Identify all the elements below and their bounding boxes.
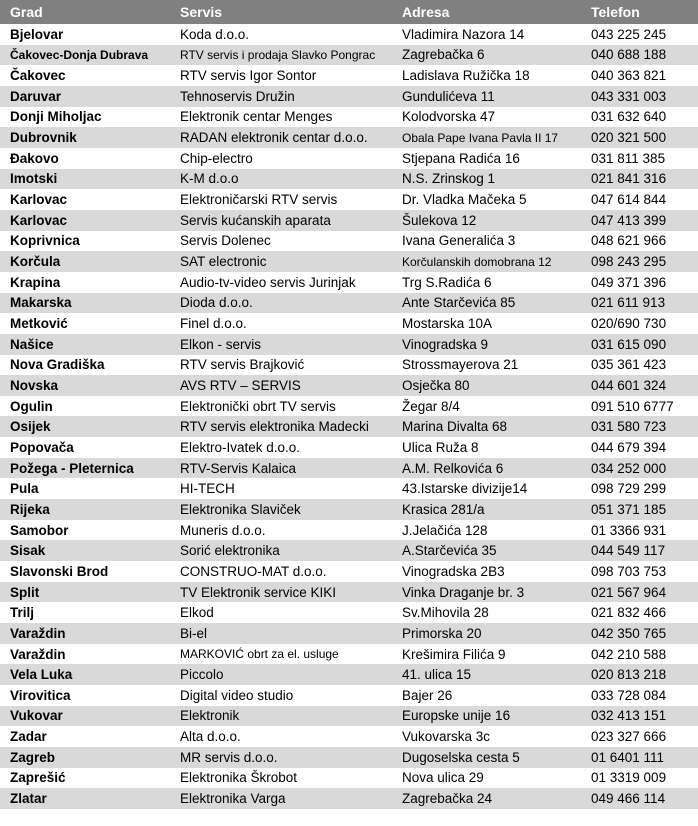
cell-adresa: Vukovarska 3c	[402, 729, 491, 745]
cell-adresa: Korčulanskih domobrana 12	[402, 254, 552, 269]
cell-servis: Chip-electro	[180, 150, 253, 166]
table-row	[0, 396, 698, 417]
cell-telefon: 020 321 500	[591, 130, 667, 146]
table-row	[0, 561, 698, 582]
cell-adresa: Krešimira Filića 9	[402, 646, 506, 662]
cell-grad: Varaždin	[10, 646, 66, 662]
cell-adresa: Zagrebačka 24	[402, 791, 493, 807]
table-row	[0, 540, 698, 561]
cell-servis: Elkod	[180, 605, 214, 621]
table-row	[0, 107, 698, 128]
cell-grad: Dubrovnik	[10, 130, 77, 146]
cell-servis: Finel d.o.o.	[180, 316, 247, 332]
cell-grad: Popovača	[10, 439, 74, 455]
cell-adresa: Vinogradska 2B3	[402, 563, 505, 579]
cell-grad: Zaprešić	[10, 770, 66, 786]
cell-telefon: 023 327 666	[591, 729, 667, 745]
cell-adresa: Europske unije 16	[402, 708, 511, 724]
cell-telefon: 098 243 295	[591, 254, 667, 270]
table-row	[0, 375, 698, 396]
cell-servis: Elektronika Škrobot	[180, 770, 298, 786]
cell-adresa: Vinka Draganje br. 3	[402, 584, 525, 600]
cell-adresa: Vladimira Nazora 14	[402, 26, 525, 42]
cell-grad: Sisak	[10, 543, 46, 559]
table-row	[0, 65, 698, 86]
cell-servis: Sorić elektronika	[180, 543, 280, 559]
table-row	[0, 86, 698, 107]
cell-servis: MARKOVIĆ obrt za el. usluge	[180, 647, 339, 662]
cell-adresa: Trg S.Radića 6	[402, 274, 492, 290]
cell-grad: Novska	[10, 377, 59, 393]
cell-servis: Elektronika Slaviček	[180, 501, 301, 517]
cell-adresa: A.M. Relkovića 6	[402, 460, 504, 476]
cell-grad: Daruvar	[10, 88, 62, 104]
cell-grad: Pula	[10, 481, 39, 497]
cell-adresa: Ulica Ruža 8	[402, 439, 479, 455]
cell-adresa: J.Jelačića 128	[402, 522, 488, 538]
table-row	[0, 24, 698, 45]
cell-servis: Muneris d.o.o.	[180, 522, 266, 538]
cell-grad: Slavonski Brod	[10, 563, 109, 579]
table-row	[0, 210, 698, 231]
cell-telefon: 021 841 316	[591, 171, 667, 187]
cell-grad: Čakovec	[10, 68, 66, 84]
cell-grad: Nova Gradiška	[10, 357, 105, 373]
cell-grad: Zadar	[10, 729, 47, 745]
cell-telefon: 044 549 117	[591, 543, 666, 559]
table-row	[0, 623, 698, 644]
cell-grad: Trilj	[10, 605, 35, 621]
table-row	[0, 148, 698, 169]
cell-servis: RTV servis elektronika Madecki	[180, 419, 369, 435]
cell-telefon: 044 679 394	[591, 439, 667, 455]
table-row	[0, 685, 698, 706]
cell-telefon: 031 580 723	[591, 419, 667, 435]
cell-adresa: Ivana Generalića 3	[402, 233, 516, 249]
cell-servis: Elektro-Ivatek d.o.o.	[180, 439, 301, 455]
table-row	[0, 355, 698, 376]
cell-telefon: 021 611 913	[591, 295, 666, 311]
cell-grad: Đakovo	[10, 150, 59, 166]
cell-servis: Elektroničarski RTV servis	[180, 192, 338, 208]
cell-telefon: 021 832 466	[591, 605, 667, 621]
cell-telefon: 044 601 324	[591, 377, 667, 393]
cell-grad: Makarska	[10, 295, 72, 311]
header-adresa: Adresa	[402, 4, 450, 20]
cell-grad: Vela Luka	[10, 667, 73, 683]
cell-adresa: Sv.Mihovila 28	[402, 605, 489, 621]
table-row	[0, 458, 698, 479]
cell-telefon: 047 614 844	[591, 192, 667, 208]
cell-grad: Bjelovar	[10, 26, 64, 42]
table-row	[0, 520, 698, 541]
cell-servis: MR servis d.o.o.	[180, 749, 278, 765]
cell-adresa: Žegar 8/4	[402, 398, 460, 414]
cell-telefon: 021 567 964	[591, 584, 667, 600]
cell-telefon: 031 811 385	[591, 150, 666, 166]
cell-servis: HI-TECH	[180, 481, 235, 497]
cell-telefon: 020 813 218	[591, 667, 667, 683]
table-row	[0, 706, 698, 727]
cell-grad: Našice	[10, 336, 54, 352]
cell-telefon: 033 728 084	[591, 687, 667, 703]
cell-servis: SAT electronic	[180, 254, 267, 270]
cell-adresa: Obala Pape Ivana Pavla II 17	[402, 130, 559, 145]
cell-adresa: N.S. Zrinskog 1	[402, 171, 496, 187]
cell-grad: Samobor	[10, 522, 69, 538]
cell-servis: K-M d.o.o	[180, 171, 239, 187]
cell-servis: Elektronika Varga	[180, 791, 286, 807]
cell-servis: RTV servis Brajković	[180, 357, 305, 373]
cell-adresa: Dugoselska cesta 5	[402, 749, 520, 765]
header-row	[0, 0, 698, 24]
cell-adresa: 43.Istarske divizije14	[402, 481, 528, 497]
cell-telefon: 034 252 000	[591, 460, 667, 476]
cell-telefon: 031 632 640	[591, 109, 667, 125]
cell-adresa: A.Starčevića 35	[402, 543, 497, 559]
cell-grad: Koprivnica	[10, 233, 80, 249]
cell-adresa: Kolodvorska 47	[402, 109, 496, 125]
cell-telefon: 047 413 399	[591, 212, 667, 228]
cell-adresa: Primorska 20	[402, 625, 482, 641]
cell-servis: Tehnoservis Družin	[180, 88, 295, 104]
cell-grad: Karlovac	[10, 212, 68, 228]
cell-servis: RTV servis i prodaja Slavko Pongrac	[180, 47, 376, 62]
cell-telefon: 042 210 588	[591, 646, 667, 662]
cell-servis: Servis Dolenec	[180, 233, 271, 249]
cell-telefon: 098 729 299	[591, 481, 667, 497]
table-row	[0, 293, 698, 314]
cell-telefon: 051 371 185	[591, 501, 667, 517]
cell-adresa: Nova ulica 29	[402, 770, 484, 786]
cell-servis: Elektronik	[180, 708, 240, 724]
cell-servis: Elektronički obrt TV servis	[180, 398, 336, 414]
table-row	[0, 231, 698, 252]
cell-adresa: Mostarska 10A	[402, 316, 493, 332]
table-row	[0, 127, 698, 148]
table-row	[0, 644, 698, 665]
header-telefon: Telefon	[591, 4, 640, 20]
cell-adresa: Ante Starčevića 85	[402, 295, 516, 311]
cell-servis: Bi-el	[180, 625, 208, 641]
table-row	[0, 45, 698, 66]
table-row	[0, 416, 698, 437]
cell-adresa: 41. ulica 15	[402, 667, 472, 683]
cell-telefon: 049 466 114	[591, 791, 666, 807]
cell-servis: TV Elektronik service KIKI	[180, 584, 337, 600]
cell-telefon: 091 510 6777	[591, 398, 674, 414]
cell-telefon: 042 350 765	[591, 625, 667, 641]
cell-telefon: 048 621 966	[591, 233, 667, 249]
cell-adresa: Šulekova 12	[402, 212, 477, 228]
table-row	[0, 437, 698, 458]
cell-servis: Alta d.o.o.	[180, 729, 241, 745]
cell-grad: Virovitica	[10, 687, 71, 703]
cell-grad: Požega - Pleternica	[10, 460, 134, 476]
table-row	[0, 313, 698, 334]
cell-telefon: 020/690 730	[591, 316, 667, 332]
cell-servis: AVS RTV – SERVIS	[180, 377, 301, 393]
cell-servis: CONSTRUO-MAT d.o.o.	[180, 563, 327, 579]
table-row	[0, 478, 698, 499]
table-row	[0, 334, 698, 355]
cell-grad: Zlatar	[10, 791, 47, 807]
cell-adresa: Zagrebačka 6	[402, 47, 485, 63]
cell-servis: Digital video studio	[180, 687, 294, 703]
cell-grad: Ogulin	[10, 398, 53, 414]
cell-adresa: Bajer 26	[402, 687, 453, 703]
cell-servis: Koda d.o.o.	[180, 26, 250, 42]
table-row	[0, 582, 698, 603]
cell-grad: Split	[10, 584, 40, 600]
cell-grad: Osijek	[10, 419, 51, 435]
cell-servis: Dioda d.o.o.	[180, 295, 253, 311]
cell-grad: Varaždin	[10, 625, 66, 641]
cell-telefon: 040 363 821	[591, 68, 667, 84]
cell-adresa: Osječka 80	[402, 377, 470, 393]
cell-servis: Servis kućanskih aparata	[180, 212, 331, 228]
header-grad: Grad	[10, 4, 43, 20]
cell-adresa: Stjepana Radića 16	[402, 150, 520, 166]
cell-adresa: Ladislava Ružička 18	[402, 68, 530, 84]
table-row	[0, 768, 698, 789]
cell-adresa: Dr. Vladka Mačeka 5	[402, 192, 527, 208]
cell-grad: Imotski	[10, 171, 58, 187]
cell-grad: Krapina	[10, 274, 61, 290]
table-row	[0, 747, 698, 768]
table-row	[0, 272, 698, 293]
cell-servis: Piccolo	[180, 667, 224, 683]
cell-grad: Vukovar	[10, 708, 63, 724]
cell-servis: Audio-tv-video servis Jurinjak	[180, 274, 356, 290]
cell-adresa: Vinogradska 9	[402, 336, 489, 352]
cell-telefon: 031 615 090	[591, 336, 667, 352]
cell-grad: Rijeka	[10, 501, 50, 517]
cell-servis: Elkon - servis	[180, 336, 262, 352]
cell-servis: RTV-Servis Kalaica	[180, 460, 297, 476]
cell-telefon: 035 361 423	[591, 357, 667, 373]
cell-telefon: 01 3366 931	[591, 522, 667, 538]
cell-grad: Zagreb	[10, 749, 56, 765]
cell-telefon: 043 331 003	[591, 88, 667, 104]
table-row	[0, 726, 698, 747]
cell-servis: RTV servis Igor Sontor	[180, 68, 317, 84]
cell-adresa: Strossmayerova 21	[402, 357, 519, 373]
table-row	[0, 189, 698, 210]
cell-grad: Metković	[10, 316, 68, 332]
cell-telefon: 01 3319 009	[591, 770, 667, 786]
cell-grad: Karlovac	[10, 192, 68, 208]
cell-grad: Korčula	[10, 254, 61, 270]
cell-telefon: 098 703 753	[591, 563, 667, 579]
table-row	[0, 169, 698, 190]
header-servis: Servis	[180, 4, 223, 20]
cell-adresa: Krasica 281/a	[402, 501, 485, 517]
cell-servis: Elektronik centar Menges	[180, 109, 333, 125]
cell-telefon: 01 6401 111	[591, 749, 665, 765]
cell-servis: RADAN elektronik centar d.o.o.	[180, 130, 368, 146]
table-row	[0, 499, 698, 520]
table-row	[0, 251, 698, 272]
table-row	[0, 664, 698, 685]
table-row	[0, 788, 698, 809]
cell-telefon: 032 413 151	[591, 708, 667, 724]
cell-grad: Čakovec-Donja Dubrava	[10, 47, 149, 62]
table-row	[0, 602, 698, 623]
cell-grad: Donji Miholjac	[10, 109, 102, 125]
cell-telefon: 043 225 245	[591, 26, 667, 42]
cell-adresa: Marina Divalta 68	[402, 419, 508, 435]
cell-telefon: 049 371 396	[591, 274, 667, 290]
cell-telefon: 040 688 188	[591, 47, 667, 63]
cell-adresa: Gundulićeva 11	[402, 88, 495, 104]
